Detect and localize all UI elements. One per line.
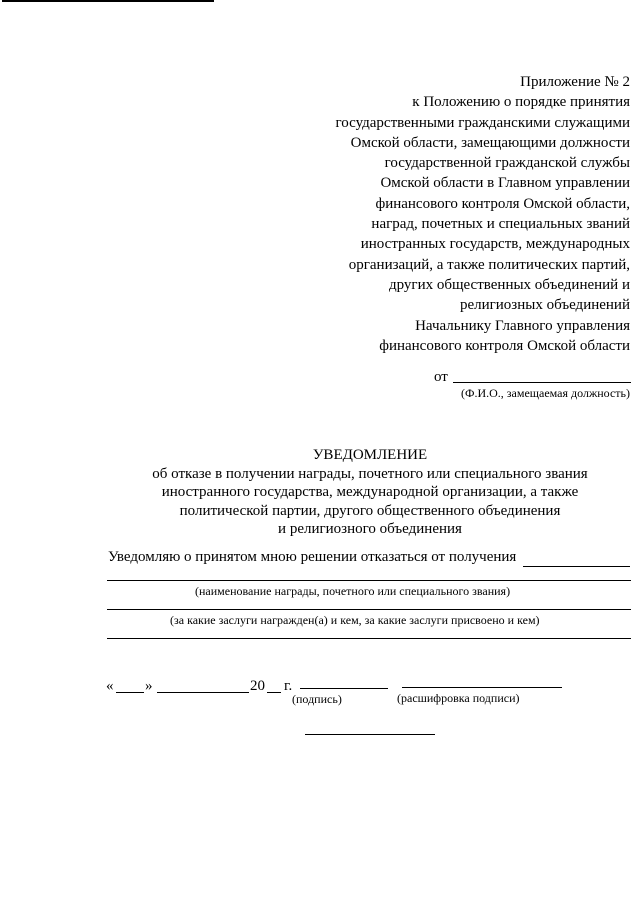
appendix-line: финансового контроля Омской области,: [375, 195, 630, 212]
title-line: политической партии, другого общественного объединения: [179, 502, 561, 519]
award-inline-field[interactable]: [523, 566, 630, 567]
appendix-line: Приложение № 2: [520, 74, 630, 90]
scan-edge-line: [2, 0, 214, 2]
date-close-quote: »: [145, 678, 153, 694]
award-name-field[interactable]: [107, 580, 631, 581]
appendix-line: Омской области в Главном управлении: [380, 175, 630, 192]
footer-separator-line: [305, 734, 435, 735]
signature-field[interactable]: [300, 688, 388, 689]
appendix-line: организаций, а также политических партий,: [348, 256, 630, 273]
signature-decoding-field[interactable]: [402, 687, 562, 688]
appendix-line: иностранных государств, международных: [360, 236, 630, 253]
appendix-line: государственной гражданской службы: [384, 155, 630, 172]
date-open-quote: «: [106, 678, 114, 694]
appendix-line: государственными гражданскими служащими: [335, 114, 630, 131]
date-day-field[interactable]: [116, 692, 144, 693]
title-line: УВЕДОМЛЕНИЕ: [312, 447, 428, 463]
title-line: и религиозного объединения: [278, 521, 462, 537]
date-year-suffix: г.: [284, 678, 293, 694]
addressee-line: финансового контроля Омской области: [379, 338, 630, 354]
from-label: от: [434, 369, 448, 385]
addressee-line: Начальнику Главного управления: [415, 318, 630, 334]
addressee-block: [290, 316, 630, 356]
award-caption: (наименование награды, почетного или специального звания): [195, 584, 511, 598]
appendix-line: наград, почетных и специальных званий: [371, 216, 630, 233]
signature-caption: (подпись): [292, 692, 342, 706]
merits-field[interactable]: [107, 609, 631, 610]
document-title: [100, 446, 640, 539]
title-line: иностранного государства, международной организации, а также: [161, 484, 579, 500]
extra-info-field[interactable]: [107, 638, 631, 639]
appendix-header: [290, 72, 630, 316]
merits-caption: (за какие заслуги награжден(а) и кем, за какие заслуги присвоено и кем): [170, 613, 540, 627]
from-name-field[interactable]: [453, 382, 631, 383]
appendix-line: к Положению о порядке принятия: [412, 94, 630, 111]
notify-text: Уведомляю о принятом мною решении отказаться от получения: [108, 549, 517, 565]
decoding-caption: (расшифровка подписи): [397, 691, 520, 705]
from-caption: (Ф.И.О., замещаемая должность): [460, 386, 630, 400]
appendix-line: религиозных объединений: [459, 297, 630, 314]
date-year-prefix: 20: [250, 678, 265, 694]
appendix-line: Омской области, замещающими должности: [350, 134, 630, 151]
date-year-field[interactable]: [267, 692, 281, 693]
date-month-field[interactable]: [157, 692, 249, 693]
appendix-line: других общественных объединений и: [388, 276, 630, 293]
title-line: об отказе в получении награды, почетного или специального звания: [152, 465, 588, 482]
